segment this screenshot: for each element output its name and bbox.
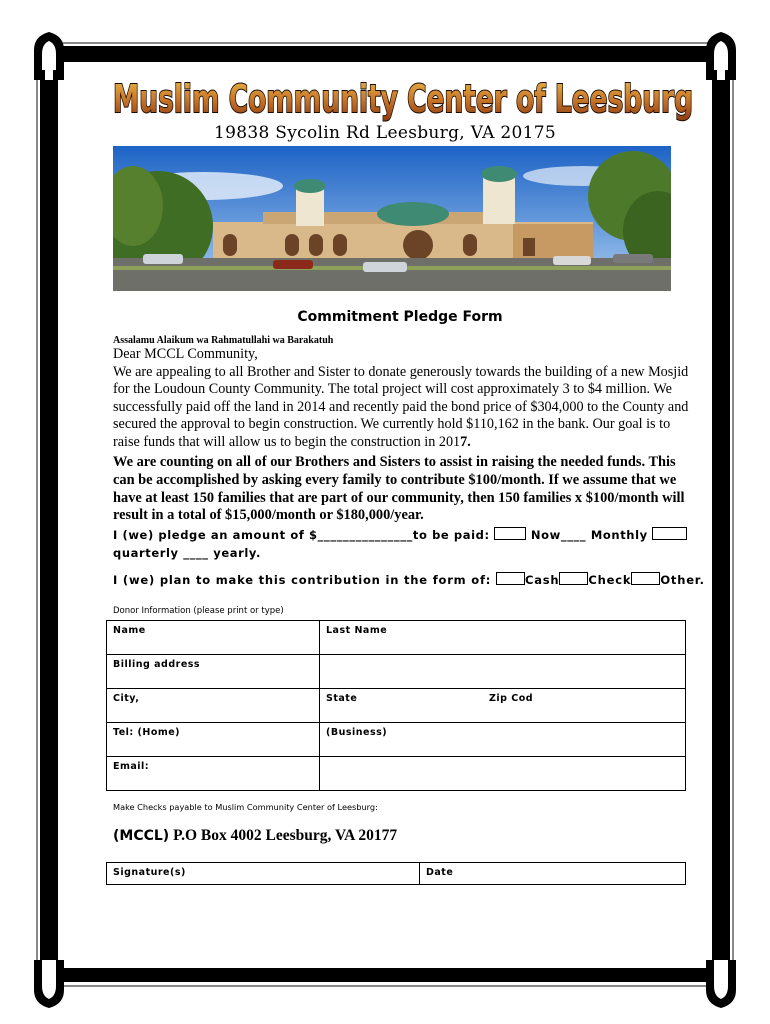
business-phone-field[interactable]: (Business) xyxy=(320,723,686,757)
plan-prefix: I (we) plan to make this contribution in the form of: xyxy=(113,573,492,587)
form-title: Commitment Pledge Form xyxy=(297,309,503,325)
frame-top-bar xyxy=(62,46,708,62)
pledge-now-label: Now xyxy=(530,528,561,542)
page-title xyxy=(108,70,698,126)
other-label: Other xyxy=(660,573,700,587)
email-value[interactable] xyxy=(320,757,686,791)
monthly-checkbox[interactable] xyxy=(652,527,687,540)
frame-left-line xyxy=(36,70,38,960)
name-field[interactable]: Name xyxy=(107,621,320,655)
frame-bottom-bar xyxy=(62,968,708,982)
state-label: State xyxy=(326,693,358,704)
billing-address-value[interactable] xyxy=(320,655,686,689)
last-name-field[interactable]: Last Name xyxy=(320,621,686,655)
period: . xyxy=(699,573,705,587)
po-box-text: P.O Box 4002 Leesburg, VA 20177 xyxy=(169,827,398,844)
table-row xyxy=(107,757,686,791)
letter-text: We are appealing to all Brother and Sister to donate generously towards the building of a new Mosjid for the Loudoun County Community. The total project will cost approximately 3 to $4 million. We successfully paid off the land in 2014 and recently paid the bond price of $304,000 to the County and secured the approval to begin construction. We currently hold $110,162 in the bank. Our goal is to raise funds that will allow us to begin the construction in 201 xyxy=(113,363,689,450)
corner-ornament-icon xyxy=(32,958,66,1010)
letter-text-end: 7. xyxy=(460,433,471,450)
zip-label: Zip Cod xyxy=(489,693,534,704)
po-box-address xyxy=(113,827,397,845)
po-box-prefix: (MCCL) xyxy=(113,828,170,844)
pledge-monthly-label: Monthly xyxy=(590,528,648,542)
frame-top-line xyxy=(62,42,708,44)
pledge-blank[interactable]: ____ xyxy=(560,528,587,542)
mosque-building-image xyxy=(113,146,671,291)
corner-ornament-icon xyxy=(32,30,66,82)
date-field[interactable]: Date xyxy=(420,863,686,885)
frame-right-bar xyxy=(712,70,730,960)
donor-info-table xyxy=(106,620,686,791)
letter-paragraph xyxy=(113,364,693,452)
state-zip-field[interactable] xyxy=(320,689,686,723)
cash-checkbox[interactable] xyxy=(496,572,525,585)
donor-info-label: Donor Information (please print or type) xyxy=(113,606,284,616)
signature-field[interactable]: Signature(s) xyxy=(107,863,420,885)
title-text: Muslim Community Center of Leesburg xyxy=(113,77,693,121)
table-row xyxy=(107,863,686,885)
check-label: Check xyxy=(588,573,632,587)
signature-table xyxy=(106,862,686,885)
appeal-paragraph: We are counting on all of our Brothers and Sisters to assist in raising the needed funds. This can be accomplished by asking every family to contribute $100/month. If we assume that we have at least 150 families that are part of our community, then 150 families x $100/month will result in a total of $15,000/month or $180,000/year. xyxy=(113,454,685,524)
table-row xyxy=(107,689,686,723)
mosque-photo xyxy=(113,146,671,291)
pay-now-checkbox[interactable] xyxy=(494,527,526,540)
frame-bottom-line xyxy=(62,985,708,987)
home-phone-field[interactable]: Tel: (Home) xyxy=(107,723,320,757)
frame-left-bar xyxy=(40,70,58,960)
cash-label: Cash xyxy=(524,573,560,587)
greeting-arabic: Assalamu Alaikum wa Rahmatullahi wa Barakatuh xyxy=(113,335,334,346)
address-line: 19838 Sycolin Rd Leesburg, VA 20175 xyxy=(214,123,556,143)
payable-note: Make Checks payable to Muslim Community Center of Leesburg: xyxy=(113,802,378,812)
frame-right-line xyxy=(732,70,734,960)
contribution-form-line xyxy=(113,572,713,587)
other-checkbox[interactable] xyxy=(631,572,660,585)
pledge-prefix: I (we) pledge an amount of $_______________to be paid: xyxy=(113,528,495,542)
check-checkbox[interactable] xyxy=(559,572,588,585)
letter-body xyxy=(113,346,693,451)
corner-ornament-icon xyxy=(704,30,738,82)
salutation: Dear MCCL Community, xyxy=(113,346,258,362)
email-field[interactable]: Email: xyxy=(107,757,320,791)
pledge-quarterly-label: quarterly ____ yearly. xyxy=(113,546,261,560)
pledge-line xyxy=(113,526,703,562)
corner-ornament-icon xyxy=(704,958,738,1010)
table-row xyxy=(107,621,686,655)
billing-address-field[interactable]: Billing address xyxy=(107,655,320,689)
table-row xyxy=(107,655,686,689)
city-field[interactable]: City, xyxy=(107,689,320,723)
table-row xyxy=(107,723,686,757)
